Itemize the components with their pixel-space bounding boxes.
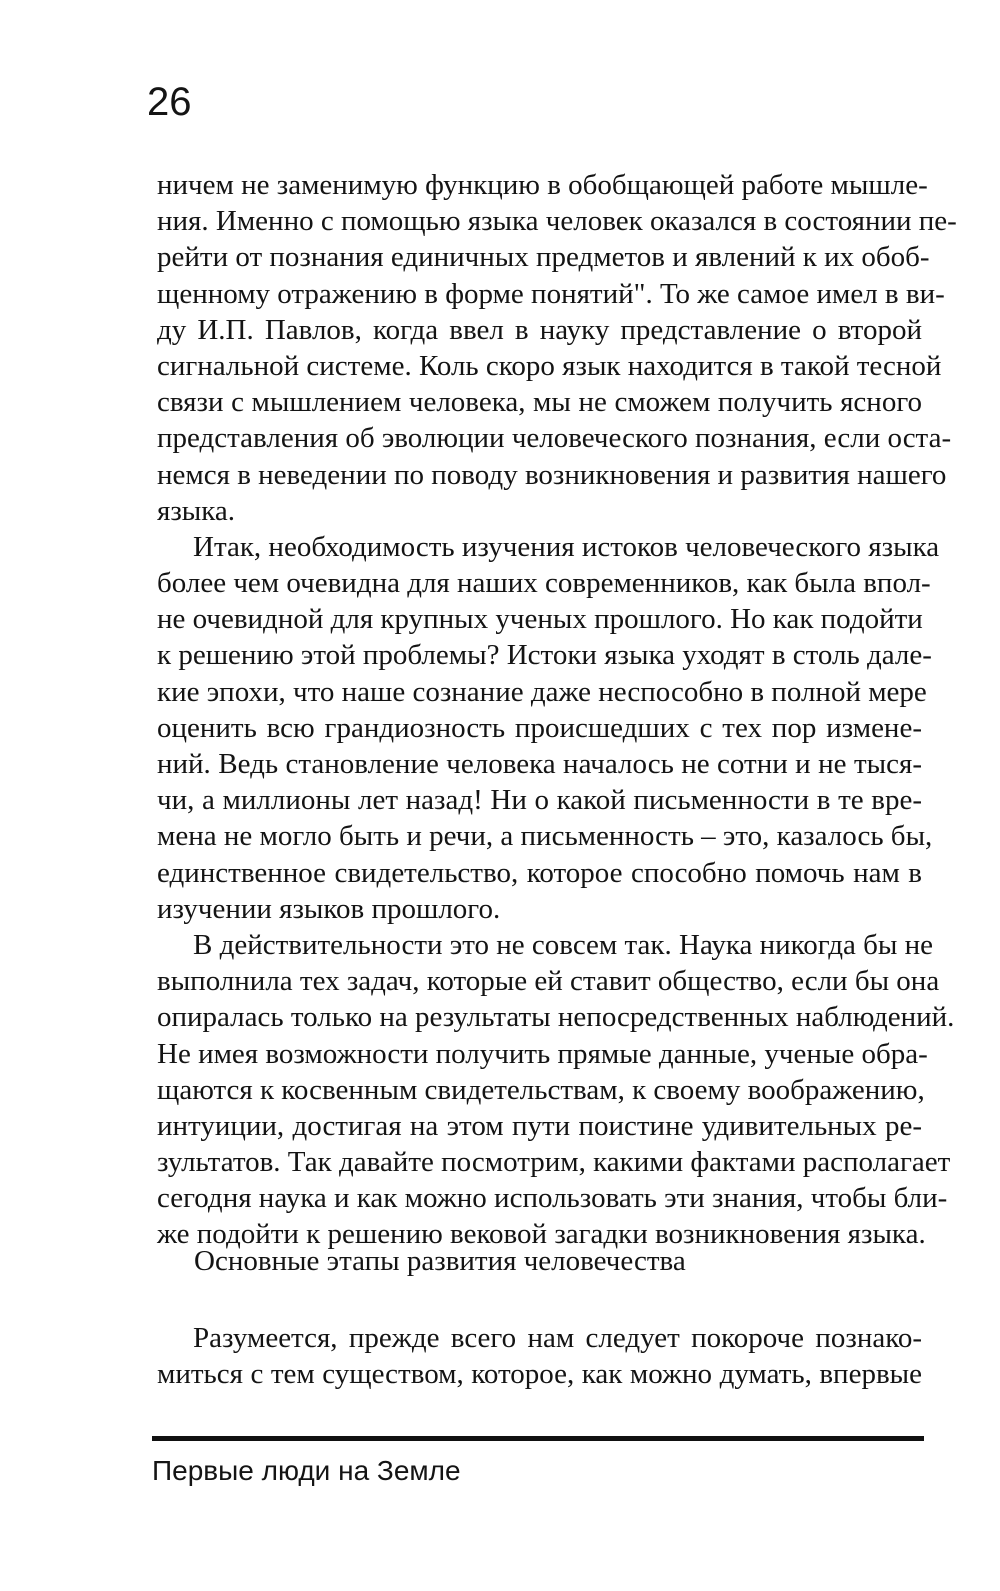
text-line: изучении языков прошлого. — [157, 892, 501, 925]
text-line: ния. Именно с помощью языка человек оказался в состоянии пе- — [157, 205, 957, 238]
text-line: оценить всю грандиозность происшедших с тех пор измене- — [157, 711, 922, 744]
text-line: сегодня наука и как можно использовать эти знания, чтобы бли- — [157, 1182, 948, 1215]
text-line: щенному отражению в форме понятий". То же самое имел в ви- — [157, 277, 945, 310]
paragraph — [157, 529, 940, 927]
text-line: зультатов. Так давайте посмотрим, какими фактами располагает — [157, 1146, 951, 1179]
text-line: языка. — [157, 494, 236, 527]
text-line: щаются к косвенным свидетельствам, к своему воображению, — [157, 1073, 925, 1106]
text-line: не очевидной для крупных ученых прошлого. Но как подойти — [157, 603, 923, 636]
page-number: 26 — [147, 80, 192, 124]
text-line: представления об эволюции человеческого познания, если оста- — [157, 422, 952, 455]
text-line: выполнила тех задач, которые ей ставит общество, если бы она — [157, 965, 940, 998]
text-line: Разумеется, прежде всего нам следует покороче познако- — [193, 1322, 922, 1354]
text-line: мена не могло быть и речи, а письменность – это, казалось бы, — [157, 820, 933, 853]
text-line: единственное свидетельство, которое способно помочь нам в — [157, 856, 922, 889]
section-body-text — [157, 1320, 922, 1392]
text-line: связи с мышлением человека, мы не сможем получить ясного — [157, 386, 922, 419]
text-line: В действительности это не совсем так. Наука никогда бы не — [193, 928, 933, 961]
section-heading: Основные этапы развития человечества — [194, 1245, 686, 1277]
text-line: Не имея возможности получить прямые данные, ученые обра- — [157, 1037, 928, 1070]
text-line: ничем не заменимую функцию в обобщающей работе мышле- — [157, 169, 928, 201]
text-line: рейти от познания единичных предметов и явлений к их обоб- — [157, 241, 930, 274]
running-footer: Первые люди на Земле — [152, 1455, 461, 1486]
text-line: сигнальной системе. Коль скоро язык находится в такой тесной — [157, 349, 942, 382]
text-line: немся в неведении по поводу возникновения и развития нашего — [157, 458, 947, 491]
body-text — [157, 167, 957, 1253]
text-line: Итак, необходимость изучения истоков человеческого языка — [193, 530, 940, 563]
text-line: миться с тем существом, которое, как можно думать, впервые — [157, 1358, 922, 1391]
text-line: ний. Ведь становление человека началось не сотни и не тыся- — [157, 748, 922, 780]
footer-rule — [152, 1436, 924, 1441]
text-line: чи, а миллионы лет назад! Ни о какой письменности в те вре- — [157, 784, 922, 817]
text-line: более чем очевидна для наших современников, как была впол- — [157, 567, 931, 600]
text-line: к решению этой проблемы? Истоки языка уходят в столь дале- — [157, 639, 932, 672]
text-line: кие эпохи, что наше сознание даже неспособно в полной мере — [157, 675, 927, 708]
text-line: ду И.П. Павлов, когда ввел в науку представление о второй — [157, 313, 922, 346]
paragraph — [157, 167, 957, 529]
paragraph — [157, 927, 955, 1253]
text-line: интуиции, достигая на этом пути поистине удивительных ре- — [157, 1109, 922, 1142]
text-line: же подойти к решению вековой загадки возникновения языка. — [157, 1218, 926, 1251]
text-line: опиралась только на результаты непосредственных наблюдений. — [157, 1001, 955, 1034]
